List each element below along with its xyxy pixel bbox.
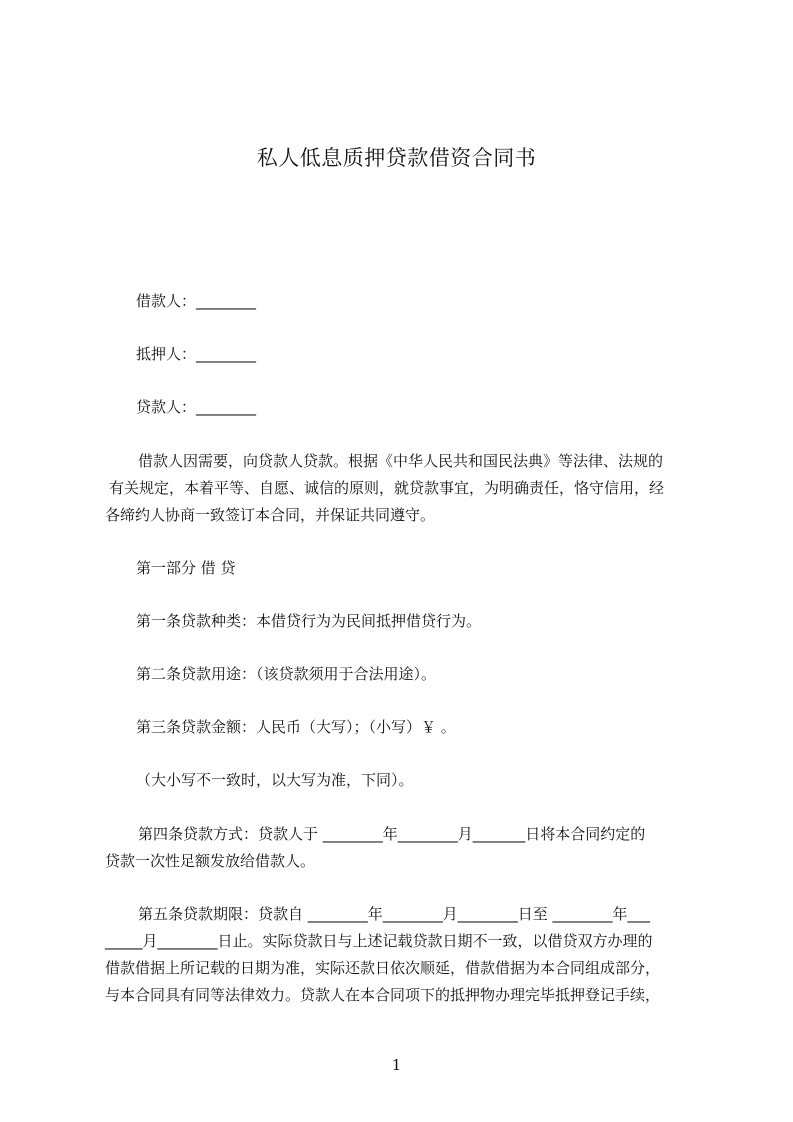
article-2: 第二条贷款用途：（该贷款须用于合法用途）。 [136, 665, 437, 683]
article-4-line-1: 第四条贷款方式：贷款人于 ________年________月_______日将本合同约定的 [138, 825, 646, 843]
lender-line: 贷款人：________ [136, 398, 257, 416]
borrower-line: 借款人：________ [136, 292, 257, 310]
article-3: 第三条贷款金额：人民币（大写）；（小写）￥ 。 [136, 718, 456, 736]
preamble-line-1: 借款人因需要，向贷款人贷款。根据《中华人民共和国民法典》等法律、法规的 [138, 452, 664, 470]
part-one-heading: 第一部分 借 贷 [136, 559, 236, 577]
page-number: 1 [391, 1056, 402, 1074]
mortgagor-line: 抵押人：________ [136, 345, 257, 363]
preamble-line-2: 有关规定，本着平等、自愿、诚信的原则，就贷款事宜，为明确责任，恪守信用，经 [109, 479, 665, 497]
article-4-line-2: 贷款一次性足额发放给借款人。 [105, 852, 316, 870]
article-5-line-1: 第五条贷款期限：贷款自 ________年________月________日至 ________年___ [138, 905, 651, 923]
preamble-line-3: 各缔约人协商一致签订本合同，并保证共同遵守。 [105, 506, 436, 524]
document-title: 私人低息质押贷款借资合同书 [256, 146, 537, 170]
article-5-line-4: 与本合同具有同等法律效力。贷款人在本合同项下的抵押物办理完毕抵押登记手续， [105, 986, 661, 1004]
article-3-note: （大小写不一致时，以大写为准，下同）。 [136, 771, 414, 789]
article-5-line-2: _____月________日止。实际贷款日与上述记载贷款日期不一致，以借贷双方办理的 [105, 932, 653, 950]
article-1: 第一条贷款种类：本借贷行为为民间抵押借贷行为。 [136, 612, 482, 630]
article-5-line-3: 借款借据上所记载的日期为准，实际还款日依次顺延，借款借据为本合同组成部分， [105, 959, 661, 977]
